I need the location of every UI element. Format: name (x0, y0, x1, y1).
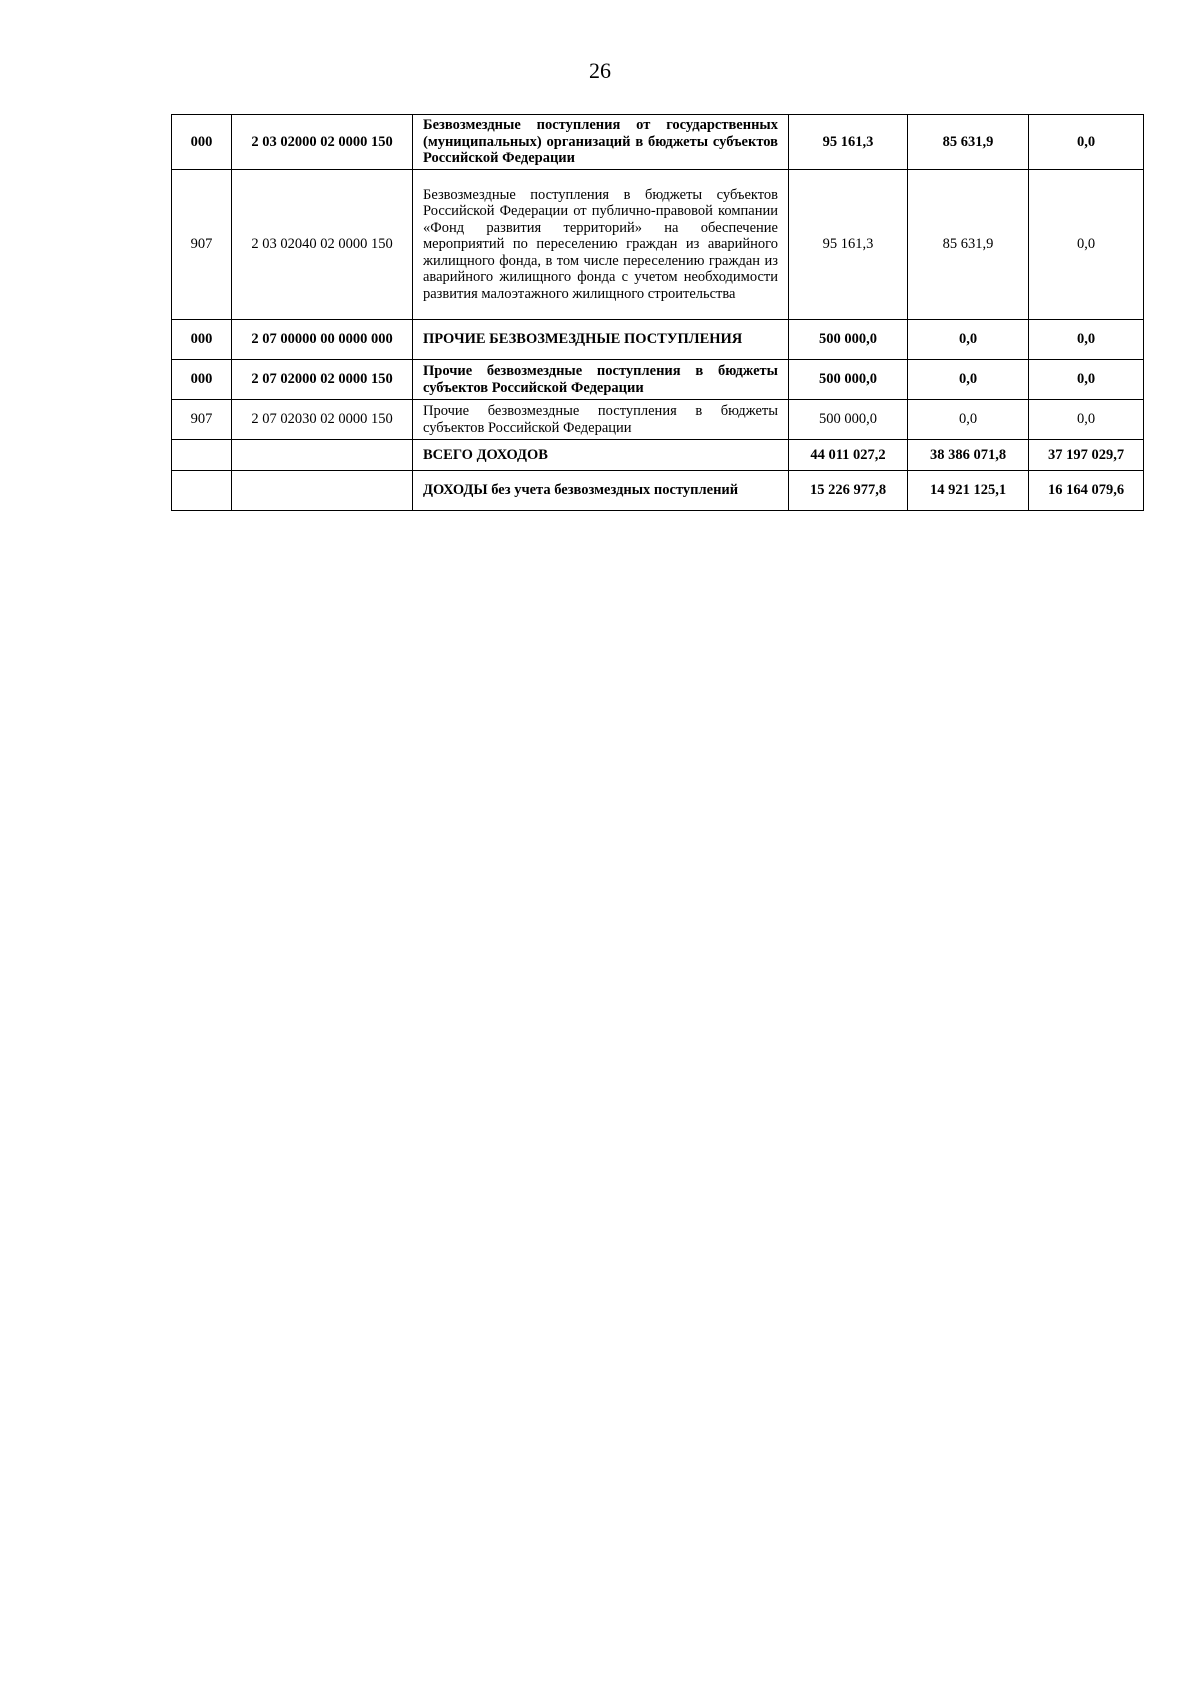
admin-code-cell: 000 (172, 320, 232, 360)
year2-amount-cell: 85 631,9 (908, 170, 1029, 320)
admin-code-cell: 907 (172, 170, 232, 320)
year2-amount-cell: 0,0 (908, 360, 1029, 400)
year2-amount-cell: 85 631,9 (908, 115, 1029, 170)
year1-amount-cell: 500 000,0 (789, 360, 908, 400)
table-row (172, 471, 1144, 511)
revenue-name-cell: ВСЕГО ДОХОДОВ (413, 440, 789, 471)
year1-amount-cell: 95 161,3 (789, 115, 908, 170)
budget-code-cell: 2 03 02000 02 0000 150 (232, 115, 413, 170)
year3-amount-cell: 37 197 029,7 (1029, 440, 1144, 471)
revenue-name-cell: Прочие безвозмездные поступления в бюджеты субъектов Российской Федерации (413, 360, 789, 400)
year2-amount-cell: 0,0 (908, 320, 1029, 360)
year2-amount-cell: 38 386 071,8 (908, 440, 1029, 471)
year1-amount-cell: 500 000,0 (789, 320, 908, 360)
year1-amount-cell: 500 000,0 (789, 400, 908, 440)
revenue-name-cell: Безвозмездные поступления от государственных (муниципальных) организаций в бюджеты субъектов Российской Федерации (413, 115, 789, 170)
year3-amount-cell: 0,0 (1029, 320, 1144, 360)
budget-code-cell: 2 07 02030 02 0000 150 (232, 400, 413, 440)
table-row (172, 170, 1144, 320)
year1-amount-cell: 95 161,3 (789, 170, 908, 320)
revenue-name-cell: ДОХОДЫ без учета безвозмездных поступлений (413, 471, 789, 511)
year1-amount-cell: 15 226 977,8 (789, 471, 908, 511)
year2-amount-cell: 14 921 125,1 (908, 471, 1029, 511)
budget-code-cell (232, 440, 413, 471)
admin-code-cell: 907 (172, 400, 232, 440)
year3-amount-cell: 0,0 (1029, 360, 1144, 400)
budget-code-cell: 2 07 00000 00 0000 000 (232, 320, 413, 360)
year3-amount-cell: 0,0 (1029, 400, 1144, 440)
table-row (172, 115, 1144, 170)
year3-amount-cell: 0,0 (1029, 115, 1144, 170)
year3-amount-cell: 16 164 079,6 (1029, 471, 1144, 511)
year3-amount-cell: 0,0 (1029, 170, 1144, 320)
page-number: 26 (589, 58, 611, 83)
admin-code-cell (172, 471, 232, 511)
budget-code-cell (232, 471, 413, 511)
budget-code-cell: 2 07 02000 02 0000 150 (232, 360, 413, 400)
table-row (172, 440, 1144, 471)
revenue-name-cell: Прочие безвозмездные поступления в бюджеты субъектов Российской Федерации (413, 400, 789, 440)
table-row (172, 320, 1144, 360)
year2-amount-cell: 0,0 (908, 400, 1029, 440)
admin-code-cell: 000 (172, 115, 232, 170)
table-row (172, 400, 1144, 440)
table-row (172, 360, 1144, 400)
revenue-name-cell: Безвозмездные поступления в бюджеты субъектов Российской Федерации от публично-правовой компании «Фонд развития территорий» на обеспечение мероприятий по переселению граждан из аварийного жилищного фонда, в том числе переселению граждан из аварийного жилищного фонда с учетом необходимости развития малоэтажного жилищного строительства (413, 170, 789, 320)
budget-code-cell: 2 03 02040 02 0000 150 (232, 170, 413, 320)
revenue-name-cell: ПРОЧИЕ БЕЗВОЗМЕЗДНЫЕ ПОСТУПЛЕНИЯ (413, 320, 789, 360)
admin-code-cell: 000 (172, 360, 232, 400)
revenue-table (171, 114, 1144, 511)
admin-code-cell (172, 440, 232, 471)
year1-amount-cell: 44 011 027,2 (789, 440, 908, 471)
